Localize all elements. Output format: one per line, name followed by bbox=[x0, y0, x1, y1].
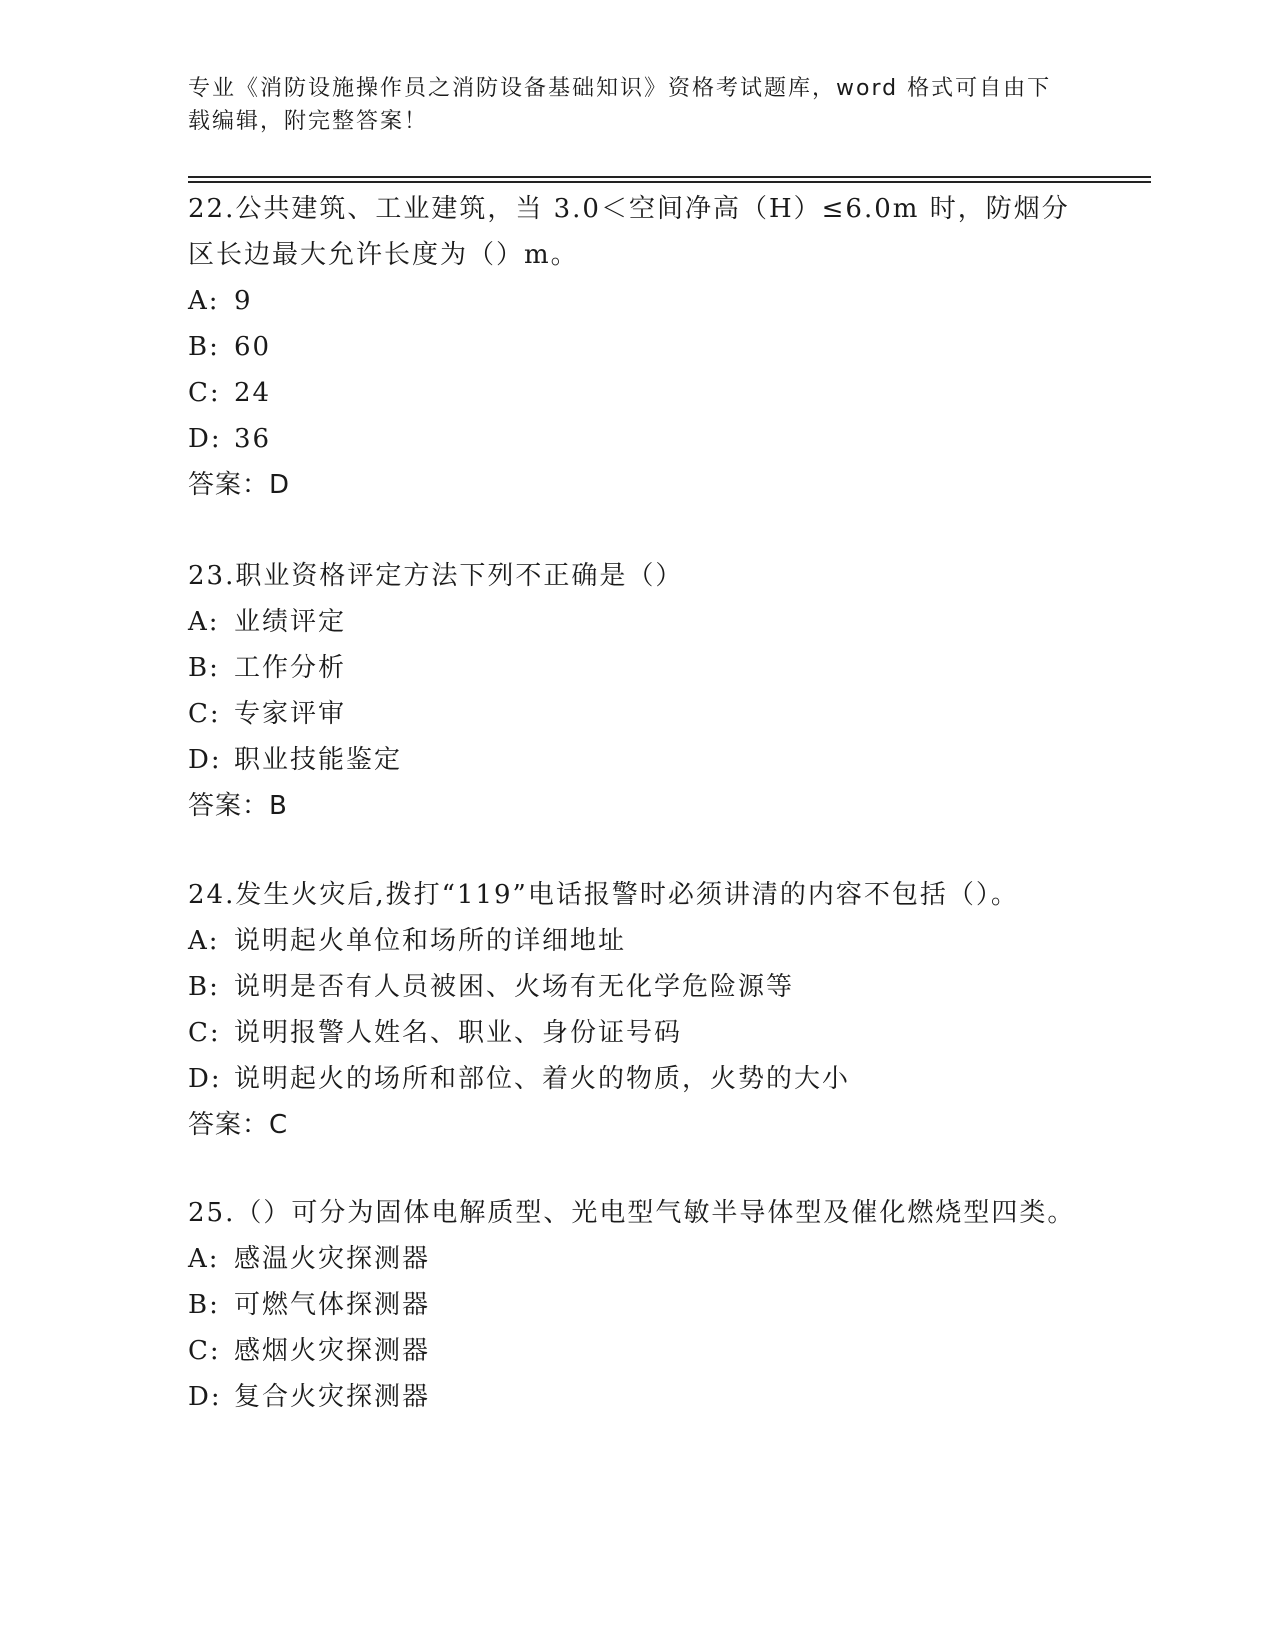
option-text: 可燃气体探测器 bbox=[234, 1290, 431, 1320]
option-text: 感温火灾探测器 bbox=[234, 1244, 431, 1274]
option-text: 说明是否有人员被困、火场有无化学危险源等 bbox=[234, 972, 795, 1002]
option-text: 60 bbox=[234, 332, 272, 362]
option-letter: B: bbox=[188, 653, 220, 683]
option-text: 36 bbox=[234, 424, 272, 454]
option-letter: B: bbox=[188, 972, 220, 1002]
option-letter: A: bbox=[188, 926, 220, 956]
question-23 bbox=[188, 553, 1088, 829]
header-divider-top bbox=[188, 176, 1151, 178]
option-letter: C: bbox=[188, 1018, 221, 1048]
option-letter: C: bbox=[188, 378, 221, 408]
option-letter: B: bbox=[188, 332, 220, 362]
option-c bbox=[188, 691, 1088, 737]
option-d bbox=[188, 416, 1088, 462]
option-text: 9 bbox=[234, 286, 253, 316]
question-25 bbox=[188, 1190, 1088, 1420]
question-24 bbox=[188, 872, 1088, 1148]
option-letter: A: bbox=[188, 1244, 220, 1274]
question-stem: 25.（）可分为固体电解质型、光电型气敏半导体型及催化燃烧型四类。 bbox=[188, 1198, 1076, 1228]
option-b bbox=[188, 645, 1088, 691]
option-c bbox=[188, 370, 1088, 416]
option-letter: A: bbox=[188, 607, 220, 637]
answer-line: 答案：B bbox=[188, 791, 288, 821]
option-text: 24 bbox=[234, 378, 272, 408]
option-text: 专家评审 bbox=[234, 699, 347, 729]
option-text: 说明起火单位和场所的详细地址 bbox=[234, 926, 627, 956]
option-letter: D: bbox=[188, 745, 222, 775]
option-b bbox=[188, 1282, 1088, 1328]
option-letter: D: bbox=[188, 1064, 222, 1094]
option-letter: A: bbox=[188, 286, 220, 316]
question-stem: 24.发生火灾后,拨打“119”电话报警时必须讲清的内容不包括（）。 bbox=[188, 880, 1019, 910]
option-c bbox=[188, 1010, 1088, 1056]
option-d bbox=[188, 1374, 1088, 1420]
option-text: 说明起火的场所和部位、着火的物质，火势的大小 bbox=[234, 1064, 851, 1094]
question-stem: 22.公共建筑、工业建筑，当 3.0＜空间净高（H）≤6.0m 时，防烟分区长边最大允许长度为（）m。 bbox=[188, 194, 1070, 270]
option-a bbox=[188, 599, 1088, 645]
question-22 bbox=[188, 186, 1088, 508]
answer-line: 答案：C bbox=[188, 1110, 289, 1140]
option-b bbox=[188, 324, 1088, 370]
option-letter: D: bbox=[188, 424, 222, 454]
option-a bbox=[188, 918, 1088, 964]
option-a bbox=[188, 1236, 1088, 1282]
option-letter: C: bbox=[188, 1336, 221, 1366]
option-letter: B: bbox=[188, 1290, 220, 1320]
option-c bbox=[188, 1328, 1088, 1374]
option-text: 复合火灾探测器 bbox=[234, 1382, 431, 1412]
option-d bbox=[188, 1056, 1088, 1102]
question-stem: 23.职业资格评定方法下列不正确是（） bbox=[188, 561, 684, 591]
option-letter: C: bbox=[188, 699, 221, 729]
option-text: 工作分析 bbox=[234, 653, 347, 683]
header-divider-bottom bbox=[188, 181, 1151, 183]
option-a bbox=[188, 278, 1088, 324]
option-text: 说明报警人姓名、职业、身份证号码 bbox=[234, 1018, 683, 1048]
document-header: 专业《消防设施操作员之消防设备基础知识》资格考试题库，word 格式可自由下载编辑，附完整答案！ bbox=[188, 76, 1052, 134]
option-b bbox=[188, 964, 1088, 1010]
option-text: 业绩评定 bbox=[234, 607, 347, 637]
option-d bbox=[188, 737, 1088, 783]
answer-line: 答案：D bbox=[188, 470, 291, 500]
option-text: 感烟火灾探测器 bbox=[234, 1336, 431, 1366]
option-letter: D: bbox=[188, 1382, 222, 1412]
option-text: 职业技能鉴定 bbox=[234, 745, 403, 775]
